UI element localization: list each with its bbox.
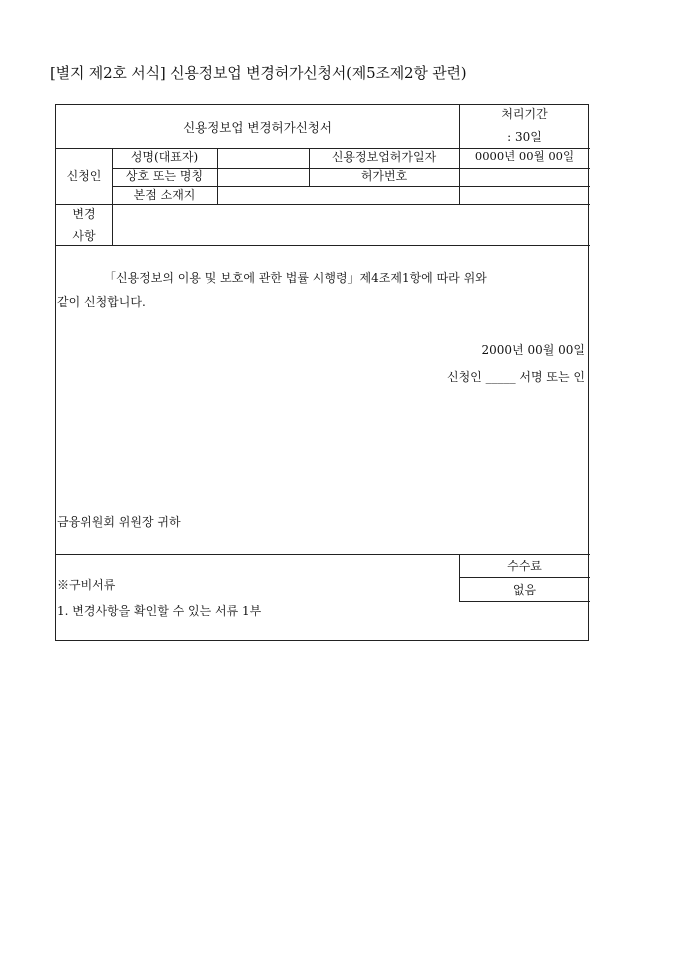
required-docs-item: 1. 변경사항을 확인할 수 있는 서류 1부 [57, 604, 262, 618]
license-date-value: 0000년 00월 00일 [474, 149, 575, 163]
applicant-label: 신청인 [66, 169, 102, 183]
row-divider [459, 577, 590, 578]
application-date: 2000년 00월 00일 [481, 343, 585, 357]
name-label: 성명(대표자) [130, 150, 199, 164]
license-number-label: 허가번호 [360, 169, 408, 183]
body-text-line-2: 같이 신청합니다. [57, 295, 146, 309]
body-text-line-1: 「신용정보의 이용 및 보호에 관한 법률 시행령」제4조제1항에 따라 위와 [104, 271, 487, 285]
application-form [55, 104, 589, 641]
form-title: 신용정보업 변경허가신청서 [183, 120, 332, 135]
row-divider [459, 601, 590, 602]
applicant-signature: 신청인 _____ 서명 또는 인 [447, 370, 585, 384]
row-divider [56, 554, 590, 555]
row-divider [56, 245, 590, 246]
required-docs-heading: ※구비서류 [57, 578, 116, 592]
processing-period-value: : 30일 [507, 130, 542, 144]
headquarters-label: 본점 소재지 [133, 188, 196, 202]
addressee: 금융위원회 위원장 귀하 [57, 515, 181, 529]
license-date-label: 신용정보업허가일자 [331, 150, 437, 164]
change-items-label-1: 변경 [72, 207, 96, 221]
change-items-label-2: 사항 [72, 229, 96, 243]
processing-period-label: 처리기간 [501, 107, 548, 121]
fee-label: 수수료 [507, 559, 542, 573]
company-name-label: 상호 또는 명칭 [125, 169, 204, 183]
col-divider [217, 148, 218, 204]
form-heading: [별지 제2호 서식] 신용정보업 변경허가신청서(제5조제2항 관련) [50, 64, 467, 82]
fee-value: 없음 [512, 583, 537, 597]
row-divider [112, 186, 590, 187]
row-divider [56, 204, 590, 205]
